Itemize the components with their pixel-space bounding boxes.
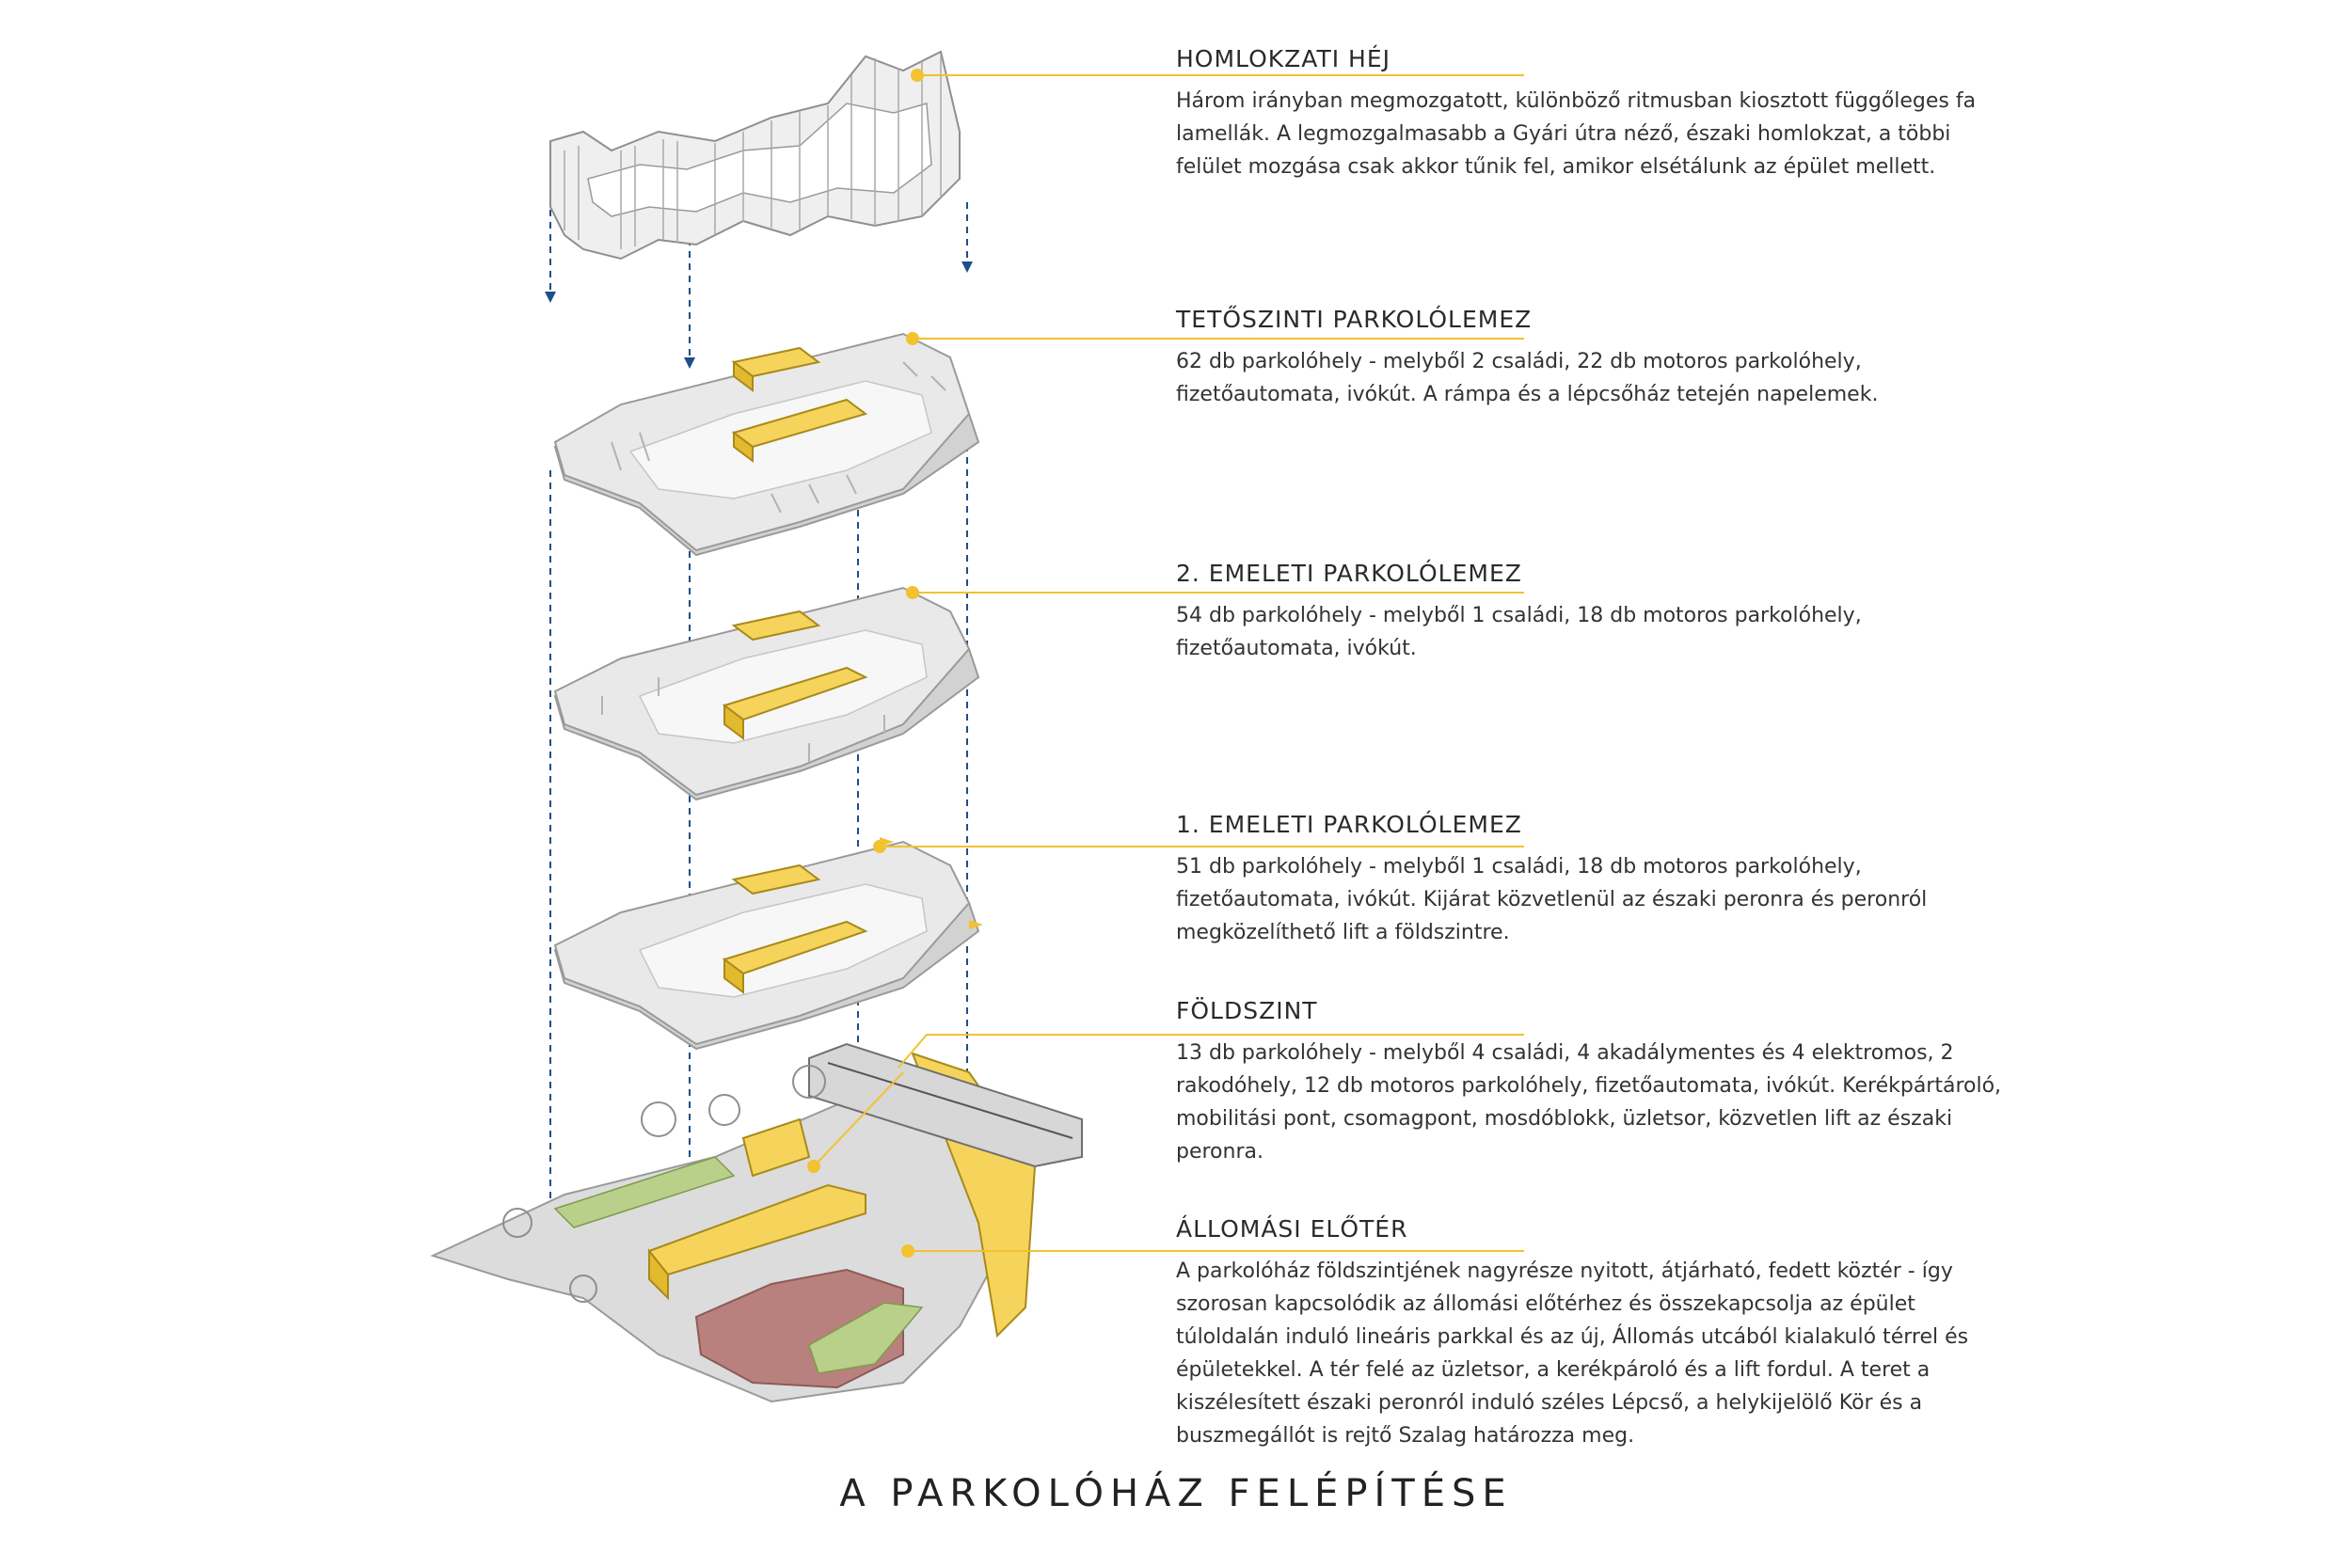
- diagram-title: A PARKOLÓHÁZ FELÉPÍTÉSE: [839, 1472, 1513, 1515]
- layer-title: HOMLOKZATI HÉJ: [1176, 45, 1391, 72]
- layer-station-forecourt: [1176, 1215, 2023, 1452]
- layer-first-floor: [1176, 811, 2023, 949]
- facade-shell: [550, 52, 960, 259]
- layer-second-floor: [1176, 560, 2023, 665]
- layer-description: 51 db parkolóhely - melyből 1 családi, 18 db motoros parkolóhely, fizetőautomata, ivókút. Kijárat közvetlenül az északi peronra és peronról megközelíthető lift a földszintre.: [1176, 855, 1928, 944]
- roof-parking-slab: [555, 334, 978, 555]
- ground-floor: [433, 1044, 1082, 1402]
- layer-facade-shell: [1176, 45, 2023, 183]
- layer-title: 1. EMELETI PARKOLÓLEMEZ: [1176, 811, 1522, 838]
- layer-title: 2. EMELETI PARKOLÓLEMEZ: [1176, 560, 1522, 587]
- layer-description: 13 db parkolóhely - melyből 4 családi, 4 akadálymentes és 4 elektromos, 2 rakodóhely, 12 db motoros parkolóhely, fizetőautomata, ivókút. Kerékpártároló, mobilitási pont, csomagpont, mosdóblokk, üzletsor, közvetlen lift az északi peronra.: [1176, 1041, 2002, 1164]
- layer-ground-floor: [1176, 997, 2023, 1168]
- layer-title: ÁLLOMÁSI ELŐTÉR: [1176, 1215, 1408, 1243]
- first-floor-slab: [555, 837, 983, 1049]
- layer-title: TETŐSZINTI PARKOLÓLEMEZ: [1176, 306, 1533, 333]
- layer-description: 54 db parkolóhely - melyből 1 családi, 18 db motoros parkolóhely, fizetőautomata, ivókút.: [1176, 604, 1862, 660]
- layer-description: 62 db parkolóhely - melyből 2 családi, 22 db motoros parkolóhely, fizetőautomata, ivókút. A rámpa és a lépcsőház tetején napelemek.: [1176, 350, 1879, 406]
- layer-roof-parking: [1176, 306, 2023, 411]
- layer-description: Három irányban megmozgatott, különböző ritmusban kiosztott függőleges fa lamellák. A legmozgalmasabb a Gyári útra néző, északi homlokzat, a többi felület mozgása csak akkor tűnik fel, amikor elsétálunk az épület mellett.: [1176, 89, 1977, 179]
- second-floor-slab: [555, 588, 978, 800]
- layer-title: FÖLDSZINT: [1176, 997, 1318, 1024]
- layer-description: A parkolóház földszintjének nagyrésze nyitott, átjárható, fedett köztér - így szorosan kapcsolódik az állomási előtérhez és összekapcsolja az épület túloldalán induló lineáris parkkal és az új, Állomás utcából kialakuló térrel és épületekkel. A tér felé az üzletsor, a kerékpároló és a lift fordul. A teret a kiszélesített északi peronról induló széles Lépcső, a helykijelölő Kör és a buszmegállót is rejtő Szalag határozza meg.: [1176, 1259, 1969, 1448]
